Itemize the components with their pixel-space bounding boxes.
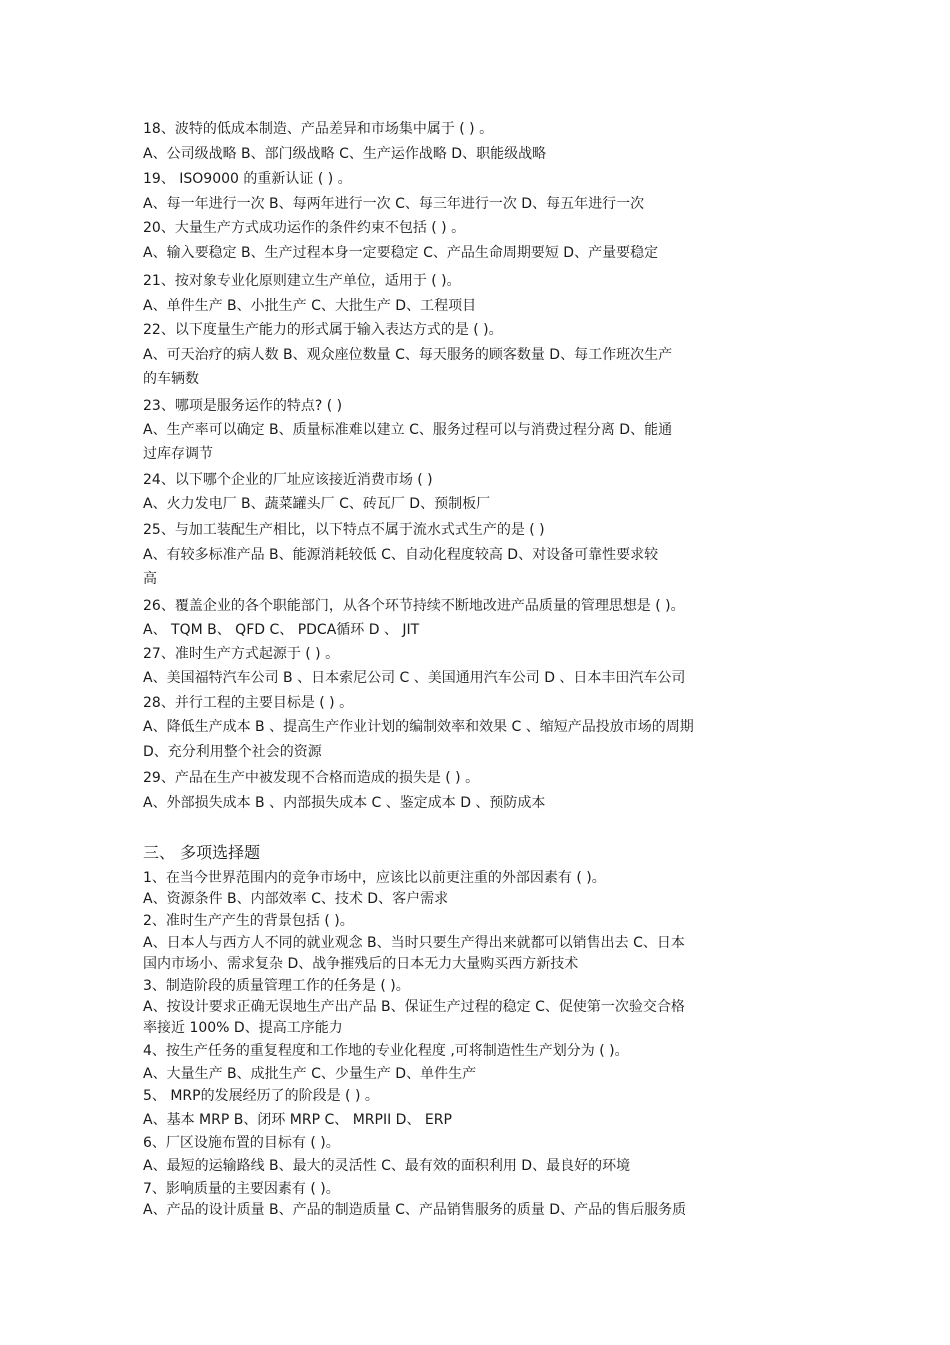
multi-question-1: 1、在当今世界范围内的竞争市场中，应该比以前更注重的外部因素有 ( )。 [143, 870, 606, 886]
section-heading-multiple-choice: 三、 多项选择题 [143, 843, 261, 862]
question-20-options: A、输入要稳定 B、生产过程本身一定要稳定 C、产品生命周期要短 D、产量要稳定 [143, 245, 659, 261]
question-19-options: A、每一年进行一次 B、每两年进行一次 C、每三年进行一次 D、每五年进行一次 [143, 196, 645, 212]
question-26: 26、覆盖企业的各个职能部门，从各个环节持续不断地改进产品质量的管理思想是 ( )。 [143, 598, 685, 614]
multi-question-6-options: A、最短的运输路线 B、最大的灵活性 C、最有效的面积利用 D、最良好的环境 [143, 1158, 631, 1174]
question-24: 24、以下哪个企业的厂址应该接近消费市场 ( ) [143, 472, 433, 488]
question-29-options: A、外部损失成本 B 、内部损失成本 C 、鉴定成本 D 、预防成本 [143, 795, 546, 811]
question-18: 18、波特的低成本制造、产品差异和市场集中属于 ( ) 。 [143, 121, 494, 137]
multi-question-3-options-cont: 率接近 100% D、提高工序能力 [143, 1020, 343, 1036]
question-28: 28、并行工程的主要目标是 ( ) 。 [143, 695, 354, 711]
question-22-options-cont: 的车辆数 [143, 371, 199, 387]
question-18-options: A、公司级战略 B、部门级战略 C、生产运作战略 D、职能级战略 [143, 146, 547, 162]
multi-question-3: 3、制造阶段的质量管理工作的任务是 ( )。 [143, 978, 410, 994]
question-21-options: A、单件生产 B、小批生产 C、大批生产 D、工程项目 [143, 298, 477, 314]
question-28-options: A、降低生产成本 B 、提高生产作业计划的编制效率和效果 C 、缩短产品投放市场的周期 [143, 719, 694, 735]
question-22-options: A、可天治疗的病人数 B、观众座位数量 C、每天服务的顾客数量 D、每工作班次生产 [143, 347, 673, 363]
question-28-options-cont: D、充分利用整个社会的资源 [143, 744, 322, 760]
multi-question-2-options-cont: 国内市场小、需求复杂 D、战争摧残后的日本无力大量购买西方新技术 [143, 956, 579, 972]
question-21: 21、按对象专业化原则建立生产单位，适用于 ( )。 [143, 273, 461, 289]
question-19: 19、 ISO9000 的重新认证 ( ) 。 [143, 171, 352, 187]
multi-question-2-options: A、日本人与西方人不同的就业观念 B、当时只要生产得出来就都可以销售出去 C、日本 [143, 935, 685, 951]
multi-question-4: 4、按生产任务的重复程度和工作地的专业化程度 ,可将制造性生产划分为 ( )。 [143, 1043, 629, 1059]
question-27: 27、准时生产方式起源于 ( ) 。 [143, 646, 340, 662]
multi-question-2: 2、准时生产产生的背景包括 ( )。 [143, 913, 354, 929]
question-29: 29、产品在生产中被发现不合格而造成的损失是 ( ) 。 [143, 770, 480, 786]
question-23-options-cont: 过库存调节 [143, 446, 213, 462]
multi-question-1-options: A、资源条件 B、内部效率 C、技术 D、客户需求 [143, 891, 449, 907]
multi-question-7: 7、影响质量的主要因素有 ( )。 [143, 1181, 340, 1197]
question-25-options-cont: 高 [143, 571, 157, 587]
question-25: 25、与加工装配生产相比，以下特点不属于流水式式生产的是 ( ) [143, 522, 545, 538]
question-26-options: A、 TQM B、 QFD C、 PDCA循环 D 、 JIT [143, 622, 420, 638]
multi-question-4-options: A、大量生产 B、成批生产 C、少量生产 D、单件生产 [143, 1066, 477, 1082]
question-20: 20、大量生产方式成功运作的条件约束不包括 ( ) 。 [143, 220, 466, 236]
multi-question-6: 6、厂区设施布置的目标有 ( )。 [143, 1135, 340, 1151]
question-22: 22、以下度量生产能力的形式属于输入表达方式的是 ( )。 [143, 322, 503, 338]
multi-question-5: 5、 MRP的发展经历了的阶段是 ( ) 。 [143, 1088, 379, 1104]
question-25-options: A、有较多标准产品 B、能源消耗较低 C、自动化程度较高 D、对设备可靠性要求较 [143, 547, 659, 563]
question-24-options: A、火力发电厂 B、蔬菜罐头厂 C、砖瓦厂 D、预制板厂 [143, 496, 491, 512]
question-27-options: A、美国福特汽车公司 B 、日本索尼公司 C 、美国通用汽车公司 D 、日本丰田汽车公司 [143, 670, 686, 686]
multi-question-5-options: A、基本 MRP B、闭环 MRP C、 MRPII D、 ERP [143, 1112, 452, 1128]
multi-question-3-options: A、按设计要求正确无误地生产出产品 B、保证生产过程的稳定 C、促使第一次验交合格 [143, 999, 685, 1015]
question-23: 23、哪项是服务运作的特点? ( ) [143, 398, 343, 414]
question-23-options: A、生产率可以确定 B、质量标准难以建立 C、服务过程可以与消费过程分离 D、能通 [143, 422, 673, 438]
multi-question-7-options: A、产品的设计质量 B、产品的制造质量 C、产品销售服务的质量 D、产品的售后服务质 [143, 1202, 687, 1218]
